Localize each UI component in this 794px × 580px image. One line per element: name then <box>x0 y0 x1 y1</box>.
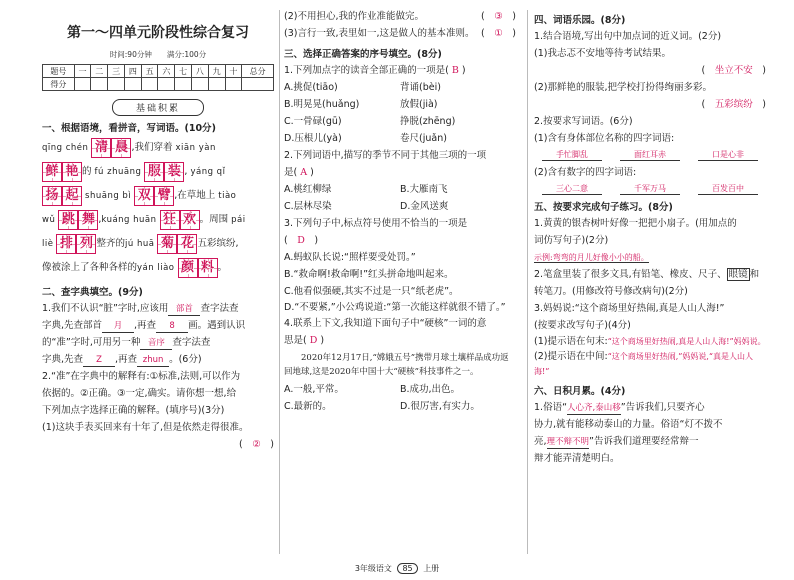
table-cell: 得分 <box>43 78 75 91</box>
answer-blank: 理不辩不明 <box>546 437 590 447</box>
table-cell[interactable] <box>108 78 125 91</box>
answer-char: 跳 <box>58 210 78 230</box>
table-cell[interactable] <box>141 78 158 91</box>
answer-blank: 部首 <box>168 303 200 316</box>
footer-term: 上册 <box>423 564 440 573</box>
pinyin: jú huā <box>125 239 155 249</box>
section-6-heading: 六、日积月累。(4分) <box>534 386 626 397</box>
text: 整齐的 <box>96 238 125 249</box>
table-cell: 二 <box>91 65 108 78</box>
answer-char: 清 <box>91 138 111 158</box>
answer-char: 艳 <box>62 162 82 182</box>
answer-blank: 8 <box>156 320 188 333</box>
answer-line: 示例:弯弯的月儿好像小小的船。 <box>534 253 649 262</box>
options: A.一般,平常。 B.成功,出色。 C.最新的。 D.很厉害,有实力。 <box>284 384 480 412</box>
struck-word: 眼镜 <box>728 269 748 280</box>
answer-blank: 人心齐,泰山移 <box>567 403 621 413</box>
answer-blank: zhun <box>137 354 169 367</box>
question-text: 1.我们不认识“脏”字时,应该用 部首 查字法查 <box>42 303 239 314</box>
answer-blank: 月 <box>102 320 134 333</box>
question-text: 2.笔盒里装了很多文具,有铅笔、橡皮、尺子、 眼镜 和 <box>534 269 760 280</box>
answer-blank: Z <box>83 354 115 367</box>
question-text: (按要求改写句子)(4分) <box>534 320 631 331</box>
question-text: 依据的。②正确。③一定,确实。请你想一想,给 <box>42 388 237 399</box>
score-table <box>42 64 274 91</box>
section-banner: 基础积累 <box>112 99 204 116</box>
question-text: (2)提示语在中间:“这个商场里好热闹,”妈妈说,“真是人山人海!” <box>534 351 754 376</box>
option: B.“救命啊!救命啊!”红头拼命地叫起来。 <box>284 269 454 280</box>
question-text: (1)含有身体部位名称的四字词语: <box>534 133 675 144</box>
table-cell[interactable] <box>192 78 209 91</box>
table-cell: 八 <box>192 65 209 78</box>
table-cell: 一 <box>74 65 91 78</box>
pinyin: yán liào <box>137 263 175 273</box>
text: ,在草地上 <box>174 190 216 201</box>
text: 五彩缤纷, <box>197 238 239 249</box>
answer-char: 花 <box>177 234 197 254</box>
question-text: (1)这块手表买回来有十年了,但是依然走得很准。 <box>42 422 249 433</box>
passage: 2020年12月17日,“嫦娥五号”携带月球土壤样品成功返回地球,这是2020年中国十大“硬核”科技事件之一。 <box>284 353 509 377</box>
question-text: 字典,先查 Z ,再查 zhun 。(6分) <box>42 354 202 365</box>
question-text: 1.俗语“人心齐,泰山移”告诉我们,只要齐心 <box>534 402 705 413</box>
answer-blank: 音序 <box>140 337 172 350</box>
answer-char: 颜 <box>178 258 198 278</box>
text: 像被涂上了各种各样的 <box>42 262 138 273</box>
answer-words: 三心二意 千军万马 百发百中 <box>542 183 758 195</box>
page-title: 第一～四单元阶段性综合复习 <box>67 25 249 41</box>
page-number: 85 <box>397 563 417 574</box>
text: 。 <box>217 262 228 273</box>
table-cell: 三 <box>108 65 125 78</box>
table-cell[interactable] <box>242 78 274 91</box>
footer-grade: 3年级语文 <box>354 564 392 573</box>
pinyin: liè <box>42 239 54 249</box>
answer-char: 双 <box>134 186 154 206</box>
score-table-score-row <box>43 78 274 91</box>
table-cell[interactable] <box>158 78 175 91</box>
question-text: 字典,先查部首 月 ,再查 8 画。遇到认识 <box>42 320 246 331</box>
table-cell[interactable] <box>124 78 141 91</box>
pinyin: yáng qǐ <box>190 167 226 177</box>
answer-char: 菊 <box>157 234 177 254</box>
text: 。周围 <box>199 214 229 225</box>
table-cell: 九 <box>208 65 225 78</box>
question-text: 的“准”字时,可用另一种 音序 查字法查 <box>42 337 211 348</box>
text: , <box>184 166 188 177</box>
table-cell: 总分 <box>242 65 274 78</box>
question-text: 3.妈妈说:“这个商场里好热闹,真是人山人海!” <box>534 303 725 314</box>
question-text: 3.下列句子中,标点符号使用不恰当的一项是 <box>284 218 468 229</box>
pinyin: xiān yàn <box>175 143 216 153</box>
answer-paren: ( ② ) <box>239 439 274 450</box>
question-text: (3)言行一致,表里如一,这是做人的基本准则。 ( ① ) <box>284 28 516 39</box>
section-4-heading: 四、词语乐园。(8分) <box>534 15 626 26</box>
question-text: 1.黄黄的银杏树叶好像一把把小扇子。(用加点的 <box>534 218 737 229</box>
page-footer <box>0 563 794 574</box>
exam-meta: 时间:90分钟 满分:100分 <box>109 50 207 59</box>
text: ,我们穿着 <box>131 142 173 153</box>
pinyin: tiào <box>218 191 237 201</box>
table-cell: 四 <box>124 65 141 78</box>
table-cell: 七 <box>175 65 192 78</box>
option: C.他看似强硬,其实不过是一只“纸老虎”。 <box>284 286 459 297</box>
question-text: (2)那鲜艳的服装,把学校打扮得绚丽多彩。 <box>534 82 712 93</box>
question-text: (2)不用担心,我的作业准能做完。 ( ③ ) <box>284 11 516 22</box>
question-text: 1.结合语境,写出句中加点词的近义词。(2分) <box>534 31 722 42</box>
question-text: (2)含有数字的四字词语: <box>534 167 637 178</box>
table-cell[interactable] <box>225 78 242 91</box>
question-text: 4.联系上下文,我知道下面句子中“硬核”一词的意 <box>284 318 487 329</box>
pinyin: fú zhuāng <box>94 167 142 177</box>
answer-char: 臂 <box>154 186 174 206</box>
question-text: (1)我忐忑不安地等待考试结果。 <box>534 48 671 59</box>
answer-char: 装 <box>164 162 184 182</box>
column-left <box>42 8 274 453</box>
column-middle <box>284 8 516 415</box>
question-text: 亮,理不辩不明”告诉我们道理要经常辩一 <box>534 436 699 447</box>
text: , <box>98 214 102 225</box>
section-1-heading: 一、根据语境，看拼音，写词语。(10分) <box>42 123 216 134</box>
answer-char: 晨 <box>111 138 131 158</box>
options: A.桃红柳绿 B.大雁南飞 C.层林尽染 D.金风送爽 <box>284 184 449 212</box>
answer-char: 起 <box>62 186 82 206</box>
table-cell[interactable] <box>74 78 91 91</box>
question-text: 2.下列词语中,描写的季节不同于其他三项的一项 <box>284 150 487 161</box>
answer-char: 鲜 <box>42 162 62 182</box>
question-text: 辩才能弄清楚明白。 <box>534 453 620 464</box>
section-1-body <box>42 136 274 280</box>
option: A.蚂蚁队长说:“照样要受处罚。” <box>284 252 416 263</box>
question-text: (1)提示语在句末:“这个商场里好热闹,真是人山人海!”妈妈说。 <box>534 336 766 347</box>
pinyin: qīng chén <box>42 143 89 153</box>
score-table-header-row <box>43 65 274 78</box>
column-right <box>534 8 766 467</box>
answer-char: 列 <box>76 234 96 254</box>
table-cell[interactable] <box>175 78 192 91</box>
table-cell[interactable] <box>208 78 225 91</box>
question-text: 协力,就有能移动泰山的力量。俗语“灯不拨不 <box>534 419 723 430</box>
question-text: 是( A ) <box>284 167 314 178</box>
answer-char: 狂 <box>160 210 180 230</box>
text: 的 <box>82 166 92 177</box>
question-text: 2.“准”在字典中的解释有:①标准,法则,可以作为 <box>42 371 241 382</box>
option: D.“不要紧,”小公鸡说道:“第一次能这样就很不错了。” <box>284 302 506 313</box>
answer-char: 服 <box>144 162 164 182</box>
table-cell[interactable] <box>91 78 108 91</box>
section-2-heading: 二、查字典填空。(9分) <box>42 287 143 298</box>
answer-char: 舞 <box>78 210 98 230</box>
question-text: 转笔刀。(用修改符号修改病句)(2分) <box>534 286 688 297</box>
question-text: 1.下列加点字的读音全部正确的一项是( B ) <box>284 65 466 76</box>
question-text: 思是( D ) <box>284 335 325 346</box>
answer-char: 欢 <box>180 210 200 230</box>
answer-char: 扬 <box>42 186 62 206</box>
answer-char: 排 <box>56 234 76 254</box>
answer-paren: ( 五彩缤纷 ) <box>701 99 766 110</box>
question-text: 词仿写句子)(2分) <box>534 235 609 246</box>
question-text: 2.按要求写词语。(6分) <box>534 116 633 127</box>
options: A.挑促(tiāo) 背诵(bèi) B.明晃晃(huǎng) 放假(jià) C.一骨碌(gū) 挣脱(zhēng) D.压根儿(yà) 卷尺(juǎn) <box>284 82 456 144</box>
table-cell: 六 <box>158 65 175 78</box>
answer-paren: ( 坐立不安 ) <box>701 65 766 76</box>
pinyin: kuáng huān <box>101 215 157 225</box>
pinyin: wǔ <box>42 215 56 225</box>
answer-char: 料 <box>198 258 218 278</box>
section-3-heading: 三、选择正确答案的序号填空。(8分) <box>284 49 442 60</box>
table-cell: 题号 <box>43 65 75 78</box>
table-cell: 十 <box>225 65 242 78</box>
section-5-heading: 五、按要求完成句子练习。(8分) <box>534 202 673 213</box>
pinyin: shuāng bì <box>85 191 132 201</box>
pinyin: pái <box>231 215 246 225</box>
answer-words: 手忙脚乱 面红耳赤 口是心非 <box>542 149 758 161</box>
question-text: 下列加点字选择正确的解释。(填序号)(3分) <box>42 405 225 416</box>
answer-paren: ( D ) <box>284 235 319 246</box>
table-cell: 五 <box>141 65 158 78</box>
